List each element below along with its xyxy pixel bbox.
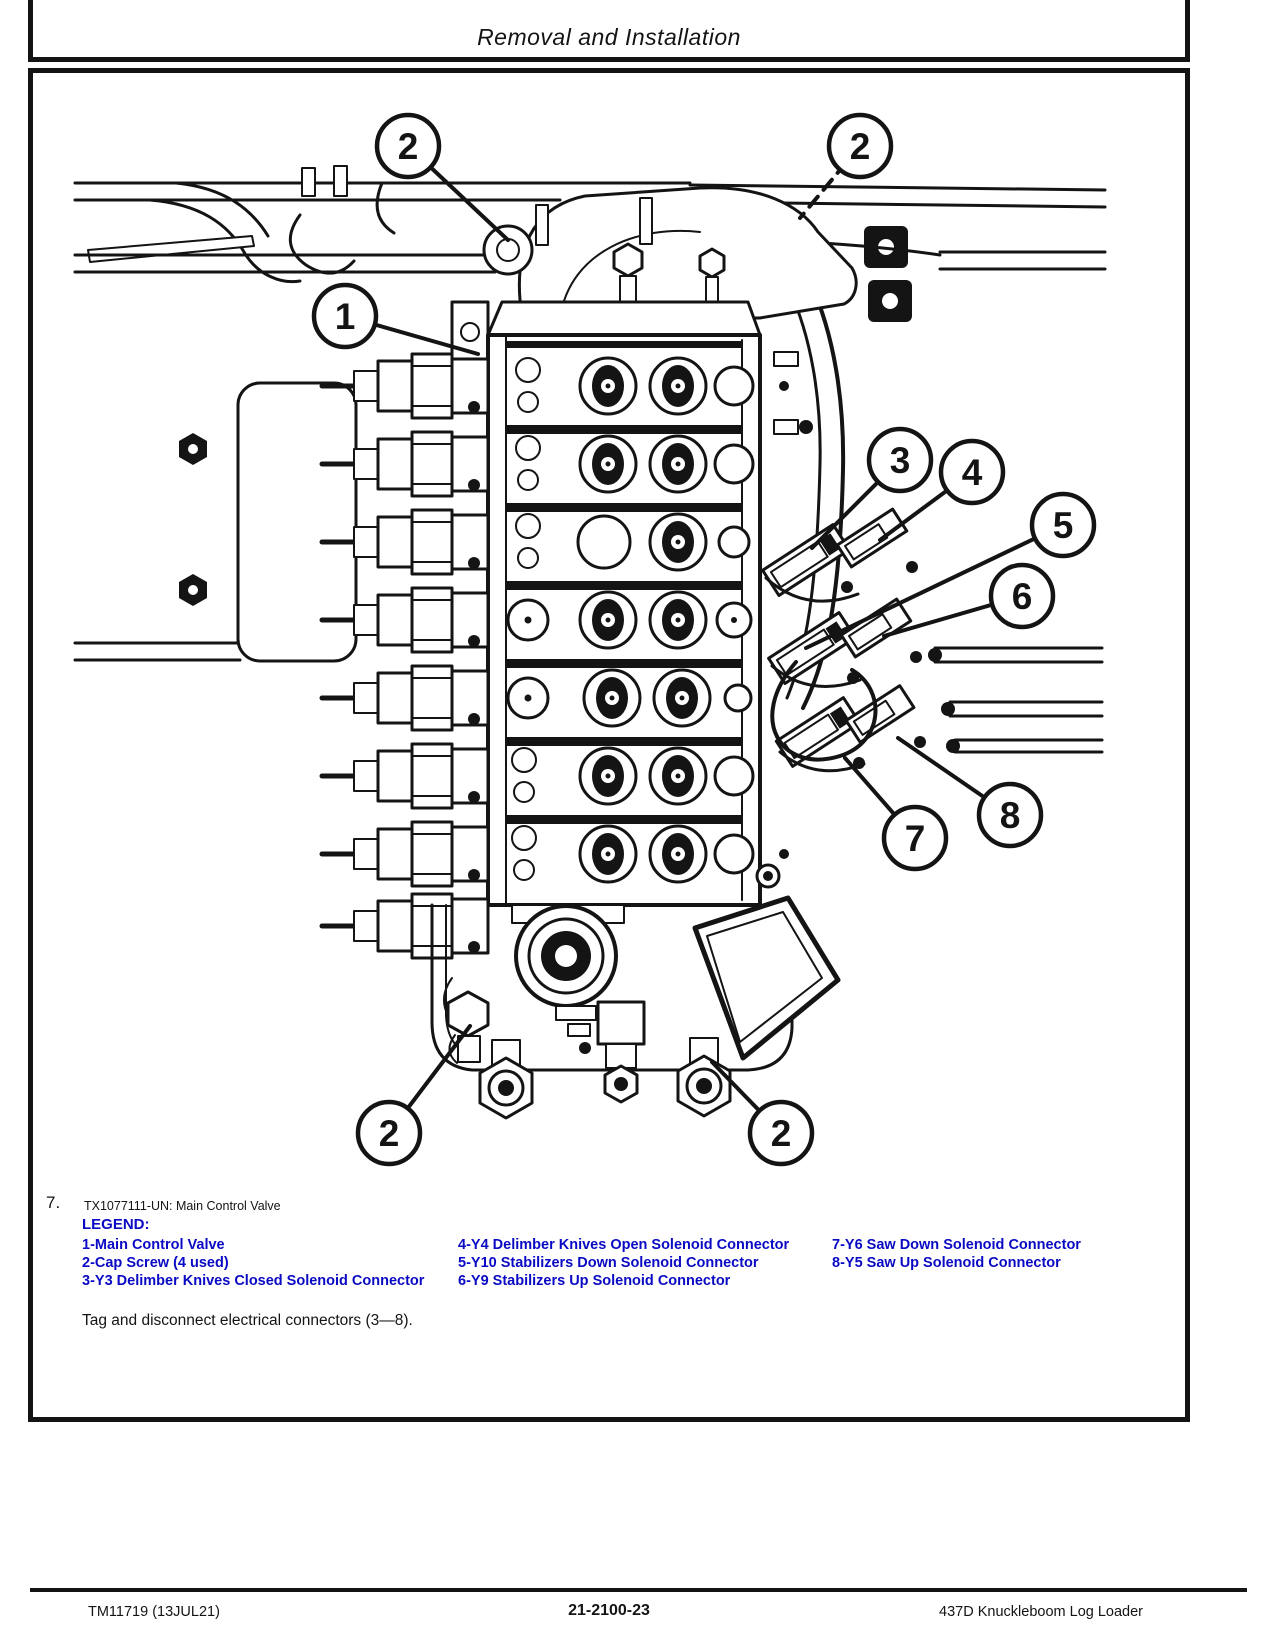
legend-item: 7-Y6 Saw Down Solenoid Connector — [832, 1237, 1081, 1253]
footer-rule — [30, 1588, 1247, 1592]
legend-item: 8-Y5 Saw Up Solenoid Connector — [832, 1255, 1061, 1271]
legend-column-2 — [458, 1236, 804, 1290]
footer-document-id: TM11719 (13JUL21) — [88, 1604, 220, 1620]
callout-number-4: 4 — [961, 452, 983, 493]
solenoid-connectors — [763, 509, 926, 771]
legend-column-1 — [82, 1236, 434, 1290]
callout-number-8: 8 — [999, 795, 1021, 836]
legend-item: 5-Y10 Stabilizers Down Solenoid Connector — [458, 1255, 759, 1271]
callout-number-1: 1 — [334, 296, 356, 337]
legend-item: 2-Cap Screw (4 used) — [82, 1255, 229, 1271]
callout-number-3: 3 — [889, 440, 911, 481]
callout-number-2: 2 — [770, 1113, 792, 1154]
callout-number-5: 5 — [1052, 505, 1074, 546]
legend-item: 3-Y3 Delimber Knives Closed Solenoid Connector — [82, 1273, 425, 1289]
legend-item: 6-Y9 Stabilizers Up Solenoid Connector — [458, 1273, 731, 1289]
callout-number-2: 2 — [849, 126, 871, 167]
page-title: Removal and Installation — [477, 24, 741, 50]
callout-number-7: 7 — [904, 818, 926, 859]
footer-model-name: 437D Knuckleboom Log Loader — [939, 1604, 1143, 1620]
legend-column-3 — [832, 1236, 1144, 1272]
figure-step-number: 7. — [46, 1193, 61, 1212]
legend-item: 1-Main Control Valve — [82, 1237, 225, 1253]
valve-bottom — [432, 898, 838, 1118]
step-instruction: Tag and disconnect electrical connectors (3—8). — [82, 1312, 413, 1329]
legend-label: LEGEND: — [82, 1216, 150, 1233]
legend-item: 4-Y4 Delimber Knives Open Solenoid Connector — [458, 1237, 790, 1253]
callout-number-2: 2 — [378, 1113, 400, 1154]
valve-block — [488, 335, 813, 905]
figure-caption: TX1077111-UN: Main Control Valve — [84, 1199, 281, 1213]
callout-number-6: 6 — [1011, 576, 1033, 617]
footer-page-number: 21-2100-23 — [568, 1602, 650, 1619]
callout-number-2: 2 — [397, 126, 419, 167]
